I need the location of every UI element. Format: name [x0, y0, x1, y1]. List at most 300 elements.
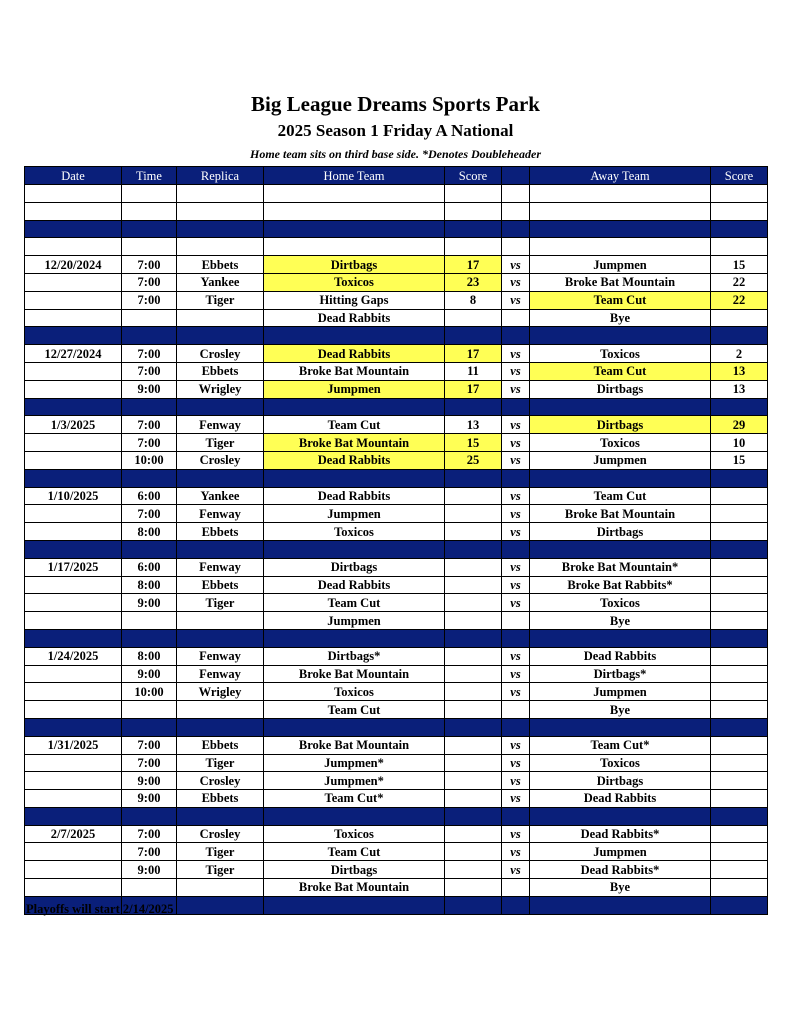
- home-team-cell: Jumpmen*: [264, 754, 445, 772]
- date-cell: [25, 701, 122, 719]
- date-cell: [25, 683, 122, 701]
- game-row: [25, 558, 768, 576]
- vs-cell: vs: [502, 273, 530, 291]
- date-cell: [25, 754, 122, 772]
- date-cell: [25, 291, 122, 309]
- replica-cell: Ebbets: [177, 576, 264, 594]
- away-team-cell: Toxicos: [530, 345, 711, 363]
- away-team-cell: Dirtbags: [530, 523, 711, 541]
- game-row: [25, 256, 768, 274]
- separator-cell: [25, 327, 122, 345]
- home-team-cell: Jumpmen*: [264, 772, 445, 790]
- away-team-cell: Jumpmen: [530, 683, 711, 701]
- replica-cell: Tiger: [177, 754, 264, 772]
- vs-cell: vs: [502, 505, 530, 523]
- home-score-cell: 15: [445, 434, 502, 452]
- time-cell: 7:00: [122, 362, 177, 380]
- game-row: [25, 825, 768, 843]
- date-cell: [25, 879, 122, 897]
- home-team-cell: Broke Bat Mountain: [264, 434, 445, 452]
- home-score-cell: [445, 736, 502, 754]
- time-cell: 10:00: [122, 451, 177, 469]
- separator-cell: [530, 896, 711, 914]
- playoffs-note: Playoffs will start 2/14/2025: [26, 902, 174, 916]
- separator-cell: [530, 327, 711, 345]
- replica-cell: Ebbets: [177, 736, 264, 754]
- separator-cell: [264, 540, 445, 558]
- away-score-cell: [711, 754, 768, 772]
- blank-cell: [711, 185, 768, 203]
- date-cell: 1/31/2025: [25, 736, 122, 754]
- date-cell: [25, 434, 122, 452]
- vs-cell: vs: [502, 772, 530, 790]
- week-separator-row: [25, 629, 768, 647]
- date-cell: [25, 843, 122, 861]
- away-team-cell: Dirtbags: [530, 416, 711, 434]
- game-row: [25, 380, 768, 398]
- separator-cell: [264, 718, 445, 736]
- game-row: [25, 451, 768, 469]
- home-score-cell: 17: [445, 345, 502, 363]
- separator-cell: [711, 896, 768, 914]
- separator-cell: [502, 327, 530, 345]
- away-score-cell: [711, 594, 768, 612]
- replica-cell: Ebbets: [177, 362, 264, 380]
- away-score-cell: [711, 879, 768, 897]
- away-team-cell: Toxicos: [530, 434, 711, 452]
- date-cell: 1/3/2025: [25, 416, 122, 434]
- time-cell: 8:00: [122, 647, 177, 665]
- home-team-cell: Dead Rabbits: [264, 576, 445, 594]
- replica-cell: [177, 309, 264, 327]
- week-separator-row: [25, 220, 768, 238]
- col-header-replica: Replica: [177, 167, 264, 185]
- vs-cell: vs: [502, 754, 530, 772]
- time-cell: 7:00: [122, 434, 177, 452]
- game-row: [25, 843, 768, 861]
- time-cell: 10:00: [122, 683, 177, 701]
- replica-cell: Ebbets: [177, 523, 264, 541]
- away-team-cell: Jumpmen: [530, 451, 711, 469]
- vs-cell: [502, 612, 530, 630]
- home-score-cell: 23: [445, 273, 502, 291]
- separator-cell: [177, 469, 264, 487]
- replica-cell: [177, 701, 264, 719]
- home-team-cell: Team Cut*: [264, 790, 445, 808]
- away-score-cell: [711, 487, 768, 505]
- time-cell: [122, 309, 177, 327]
- away-team-cell: Broke Bat Mountain: [530, 505, 711, 523]
- away-score-cell: 22: [711, 291, 768, 309]
- replica-cell: Tiger: [177, 291, 264, 309]
- game-row: [25, 576, 768, 594]
- date-cell: [25, 523, 122, 541]
- replica-cell: Tiger: [177, 843, 264, 861]
- vs-cell: vs: [502, 825, 530, 843]
- time-cell: 6:00: [122, 558, 177, 576]
- blank-row: [25, 185, 768, 203]
- away-score-cell: [711, 647, 768, 665]
- blank-cell: [502, 185, 530, 203]
- separator-cell: [445, 398, 502, 416]
- date-cell: 1/10/2025: [25, 487, 122, 505]
- time-cell: 8:00: [122, 523, 177, 541]
- header-row: [25, 167, 768, 185]
- away-team-cell: Jumpmen: [530, 843, 711, 861]
- home-team-cell: Team Cut: [264, 843, 445, 861]
- vs-cell: [502, 879, 530, 897]
- home-score-cell: [445, 683, 502, 701]
- date-cell: [25, 594, 122, 612]
- separator-cell: [264, 469, 445, 487]
- away-team-cell: Broke Bat Rabbits*: [530, 576, 711, 594]
- time-cell: [122, 879, 177, 897]
- home-team-cell: Jumpmen: [264, 505, 445, 523]
- separator-cell: [445, 540, 502, 558]
- vs-cell: [502, 309, 530, 327]
- replica-cell: Crosley: [177, 451, 264, 469]
- home-team-cell: Dead Rabbits: [264, 487, 445, 505]
- home-team-cell: Dead Rabbits: [264, 309, 445, 327]
- separator-cell: [177, 629, 264, 647]
- date-cell: 12/27/2024: [25, 345, 122, 363]
- date-cell: 12/20/2024: [25, 256, 122, 274]
- separator-cell: [264, 807, 445, 825]
- home-score-cell: [445, 576, 502, 594]
- schedule-table: [24, 166, 768, 915]
- game-row: [25, 309, 768, 327]
- separator-cell: [177, 718, 264, 736]
- separator-cell: [177, 220, 264, 238]
- home-team-cell: Toxicos: [264, 683, 445, 701]
- separator-cell: [530, 718, 711, 736]
- home-score-cell: [445, 505, 502, 523]
- col-header-vs: [502, 167, 530, 185]
- replica-cell: Ebbets: [177, 256, 264, 274]
- vs-cell: vs: [502, 683, 530, 701]
- time-cell: 6:00: [122, 487, 177, 505]
- away-team-cell: Dead Rabbits: [530, 790, 711, 808]
- vs-cell: vs: [502, 558, 530, 576]
- date-cell: [25, 451, 122, 469]
- game-row: [25, 362, 768, 380]
- vs-cell: vs: [502, 362, 530, 380]
- replica-cell: [177, 612, 264, 630]
- separator-cell: [445, 718, 502, 736]
- time-cell: 7:00: [122, 754, 177, 772]
- separator-cell: [264, 398, 445, 416]
- blank-cell: [177, 185, 264, 203]
- blank-cell: [502, 202, 530, 220]
- away-team-cell: Toxicos: [530, 594, 711, 612]
- home-score-cell: 13: [445, 416, 502, 434]
- separator-cell: [530, 540, 711, 558]
- game-row: [25, 647, 768, 665]
- separator-cell: [264, 629, 445, 647]
- time-cell: 9:00: [122, 594, 177, 612]
- home-score-cell: [445, 843, 502, 861]
- game-row: [25, 273, 768, 291]
- game-row: [25, 416, 768, 434]
- game-row: [25, 291, 768, 309]
- home-score-cell: [445, 861, 502, 879]
- home-score-cell: [445, 594, 502, 612]
- game-row: [25, 612, 768, 630]
- separator-cell: [25, 718, 122, 736]
- col-header-date: Date: [25, 167, 122, 185]
- away-team-cell: Bye: [530, 701, 711, 719]
- separator-cell: [177, 896, 264, 914]
- home-team-cell: Toxicos: [264, 825, 445, 843]
- game-row: [25, 665, 768, 683]
- vs-cell: vs: [502, 291, 530, 309]
- away-team-cell: Team Cut: [530, 291, 711, 309]
- separator-cell: [711, 469, 768, 487]
- away-score-cell: 15: [711, 451, 768, 469]
- separator-cell: [445, 327, 502, 345]
- vs-cell: vs: [502, 843, 530, 861]
- date-cell: 1/24/2025: [25, 647, 122, 665]
- separator-cell: [711, 540, 768, 558]
- time-cell: 9:00: [122, 861, 177, 879]
- away-score-cell: 13: [711, 362, 768, 380]
- date-cell: [25, 309, 122, 327]
- away-team-cell: Team Cut: [530, 362, 711, 380]
- blank-cell: [530, 238, 711, 256]
- separator-cell: [25, 469, 122, 487]
- away-score-cell: 15: [711, 256, 768, 274]
- replica-cell: Crosley: [177, 345, 264, 363]
- away-score-cell: [711, 790, 768, 808]
- away-score-cell: [711, 612, 768, 630]
- away-score-cell: 29: [711, 416, 768, 434]
- away-score-cell: 13: [711, 380, 768, 398]
- away-score-cell: [711, 861, 768, 879]
- separator-cell: [711, 327, 768, 345]
- away-score-cell: [711, 701, 768, 719]
- time-cell: 7:00: [122, 736, 177, 754]
- separator-cell: [264, 896, 445, 914]
- blank-cell: [711, 238, 768, 256]
- blank-cell: [264, 238, 445, 256]
- week-separator-row: [25, 540, 768, 558]
- schedule-body: [25, 185, 768, 915]
- blank-cell: [264, 202, 445, 220]
- home-score-cell: [445, 754, 502, 772]
- away-score-cell: [711, 576, 768, 594]
- col-header-home-team: Home Team: [264, 167, 445, 185]
- away-team-cell: Toxicos: [530, 754, 711, 772]
- separator-cell: [530, 220, 711, 238]
- away-team-cell: Broke Bat Mountain: [530, 273, 711, 291]
- blank-cell: [502, 238, 530, 256]
- separator-cell: [502, 398, 530, 416]
- replica-cell: Fenway: [177, 558, 264, 576]
- home-team-cell: Team Cut: [264, 594, 445, 612]
- replica-cell: Ebbets: [177, 790, 264, 808]
- away-score-cell: 2: [711, 345, 768, 363]
- replica-cell: Tiger: [177, 434, 264, 452]
- col-header-away-team: Away Team: [530, 167, 711, 185]
- date-cell: [25, 861, 122, 879]
- separator-cell: [530, 629, 711, 647]
- blank-cell: [177, 202, 264, 220]
- vs-cell: vs: [502, 647, 530, 665]
- away-team-cell: Broke Bat Mountain*: [530, 558, 711, 576]
- blank-cell: [25, 185, 122, 203]
- home-team-cell: Hitting Gaps: [264, 291, 445, 309]
- separator-cell: [25, 398, 122, 416]
- away-score-cell: [711, 505, 768, 523]
- separator-cell: [25, 220, 122, 238]
- home-team-cell: Jumpmen: [264, 380, 445, 398]
- separator-cell: [264, 220, 445, 238]
- date-cell: [25, 362, 122, 380]
- game-row: [25, 772, 768, 790]
- vs-cell: vs: [502, 576, 530, 594]
- away-team-cell: Bye: [530, 309, 711, 327]
- vs-cell: vs: [502, 594, 530, 612]
- replica-cell: Crosley: [177, 772, 264, 790]
- home-score-cell: [445, 665, 502, 683]
- blank-cell: [264, 185, 445, 203]
- separator-cell: [122, 540, 177, 558]
- separator-cell: [122, 398, 177, 416]
- separator-cell: [711, 629, 768, 647]
- vs-cell: vs: [502, 523, 530, 541]
- time-cell: 8:00: [122, 576, 177, 594]
- vs-cell: [502, 701, 530, 719]
- home-team-cell: Dirtbags: [264, 861, 445, 879]
- time-cell: 7:00: [122, 291, 177, 309]
- away-score-cell: [711, 558, 768, 576]
- replica-cell: Fenway: [177, 647, 264, 665]
- home-team-cell: Dirtbags: [264, 256, 445, 274]
- replica-cell: Fenway: [177, 665, 264, 683]
- time-cell: 7:00: [122, 825, 177, 843]
- col-header-home-score: Score: [445, 167, 502, 185]
- date-cell: [25, 790, 122, 808]
- separator-cell: [264, 327, 445, 345]
- away-score-cell: [711, 523, 768, 541]
- vs-cell: vs: [502, 434, 530, 452]
- blank-cell: [177, 238, 264, 256]
- time-cell: 7:00: [122, 416, 177, 434]
- home-team-cell: Dead Rabbits: [264, 345, 445, 363]
- time-cell: [122, 701, 177, 719]
- separator-cell: [177, 807, 264, 825]
- page-title: Big League Dreams Sports Park: [251, 92, 540, 116]
- separator-cell: [25, 629, 122, 647]
- week-separator-row: [25, 469, 768, 487]
- game-row: [25, 345, 768, 363]
- home-team-cell: Broke Bat Mountain: [264, 879, 445, 897]
- time-cell: 7:00: [122, 256, 177, 274]
- time-cell: 7:00: [122, 273, 177, 291]
- vs-cell: vs: [502, 736, 530, 754]
- blank-cell: [25, 202, 122, 220]
- away-score-cell: 10: [711, 434, 768, 452]
- replica-cell: Wrigley: [177, 380, 264, 398]
- date-cell: [25, 772, 122, 790]
- game-row: [25, 790, 768, 808]
- home-team-cell: Broke Bat Mountain: [264, 362, 445, 380]
- week-separator-row: [25, 398, 768, 416]
- vs-cell: vs: [502, 416, 530, 434]
- away-score-cell: [711, 683, 768, 701]
- time-cell: 9:00: [122, 790, 177, 808]
- col-header-time: Time: [122, 167, 177, 185]
- separator-cell: [502, 220, 530, 238]
- away-team-cell: Team Cut*: [530, 736, 711, 754]
- separator-cell: [122, 220, 177, 238]
- vs-cell: vs: [502, 487, 530, 505]
- separator-cell: [711, 807, 768, 825]
- replica-cell: Fenway: [177, 505, 264, 523]
- home-team-cell: Team Cut: [264, 701, 445, 719]
- home-score-cell: 17: [445, 256, 502, 274]
- away-team-cell: Dirtbags: [530, 380, 711, 398]
- blank-cell: [445, 202, 502, 220]
- separator-cell: [530, 807, 711, 825]
- separator-cell: [445, 896, 502, 914]
- separator-cell: [122, 327, 177, 345]
- blank-row: [25, 202, 768, 220]
- away-team-cell: Dead Rabbits*: [530, 825, 711, 843]
- vs-cell: vs: [502, 256, 530, 274]
- away-team-cell: Dead Rabbits*: [530, 861, 711, 879]
- home-score-cell: [445, 558, 502, 576]
- home-team-cell: Dirtbags: [264, 558, 445, 576]
- game-row: [25, 505, 768, 523]
- away-team-cell: Jumpmen: [530, 256, 711, 274]
- date-cell: [25, 612, 122, 630]
- home-score-cell: [445, 523, 502, 541]
- separator-cell: [445, 807, 502, 825]
- home-team-cell: Dirtbags*: [264, 647, 445, 665]
- separator-cell: [502, 807, 530, 825]
- game-row: [25, 434, 768, 452]
- time-cell: [122, 612, 177, 630]
- home-score-cell: 17: [445, 380, 502, 398]
- vs-cell: vs: [502, 345, 530, 363]
- away-score-cell: 22: [711, 273, 768, 291]
- replica-cell: Yankee: [177, 273, 264, 291]
- home-score-cell: 11: [445, 362, 502, 380]
- week-separator-row: [25, 718, 768, 736]
- game-row: [25, 683, 768, 701]
- separator-cell: [122, 807, 177, 825]
- home-score-cell: [445, 487, 502, 505]
- separator-cell: [711, 398, 768, 416]
- separator-cell: [177, 540, 264, 558]
- home-team-cell: Dead Rabbits: [264, 451, 445, 469]
- separator-cell: [25, 540, 122, 558]
- separator-cell: [25, 807, 122, 825]
- game-row: [25, 861, 768, 879]
- away-score-cell: [711, 309, 768, 327]
- col-header-away-score: Score: [711, 167, 768, 185]
- home-score-cell: [445, 790, 502, 808]
- date-cell: [25, 665, 122, 683]
- home-score-cell: [445, 309, 502, 327]
- vs-cell: vs: [502, 665, 530, 683]
- away-score-cell: [711, 772, 768, 790]
- game-row: [25, 736, 768, 754]
- date-cell: [25, 273, 122, 291]
- away-team-cell: Team Cut: [530, 487, 711, 505]
- separator-cell: [122, 629, 177, 647]
